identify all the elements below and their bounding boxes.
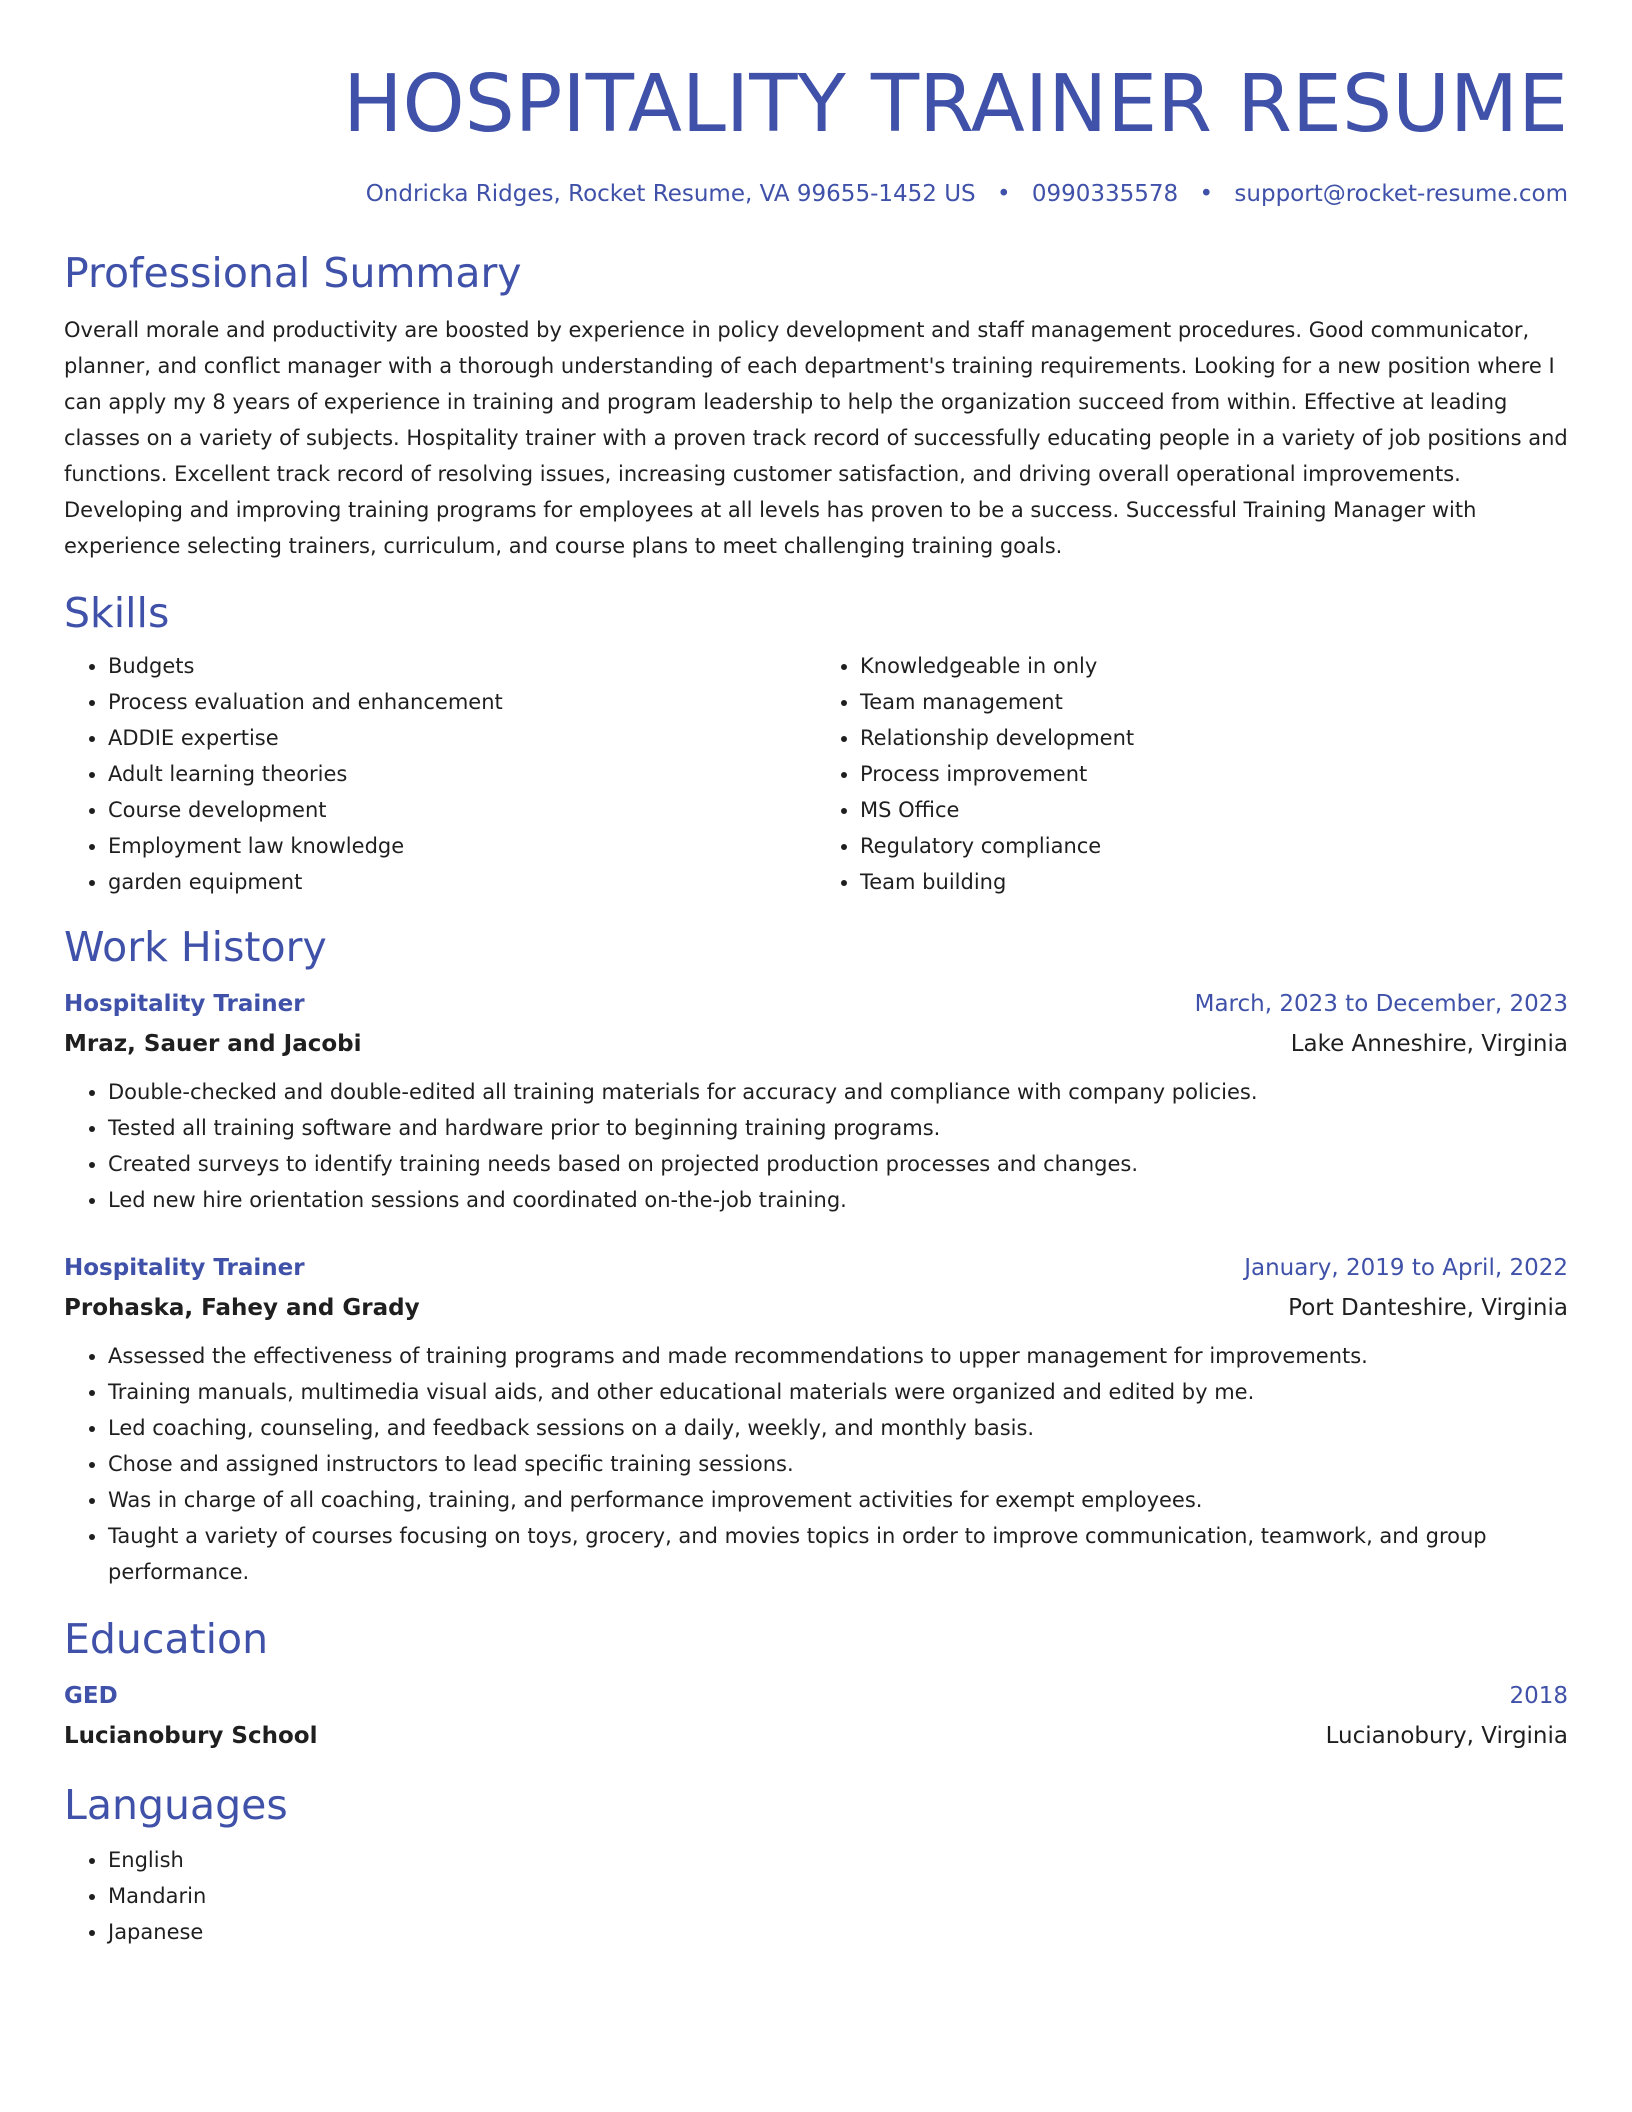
skill-item: • Team management (860, 684, 1568, 720)
skill-item: • Budgets (108, 648, 816, 684)
skill-item: • ADDIE expertise (108, 720, 816, 756)
skill-item: • Process evaluation and enhancement (108, 684, 816, 720)
education-degree-row (64, 1676, 1568, 1716)
job-title: Hospitality Trainer (64, 1255, 305, 1281)
language-item: • Mandarin (108, 1878, 1568, 1914)
resume-title: HOSPITALITY TRAINER RESUME (343, 58, 1568, 150)
languages-heading: Languages (64, 1781, 288, 1829)
education-heading: Education (64, 1615, 269, 1663)
job-bullet: • Assessed the effectiveness of training programs and made recommendations to upper management for improvements. (108, 1338, 1568, 1374)
job-bullet: • Tested all training software and hardware prior to beginning training programs. (108, 1110, 1568, 1146)
job-bullets (64, 1338, 1568, 1590)
job-bullet: • Double-checked and double-edited all training materials for accuracy and compliance with company policies. (108, 1074, 1568, 1110)
job-title: Hospitality Trainer (64, 991, 305, 1017)
summary-heading: Professional Summary (64, 249, 522, 297)
education-school-row (64, 1716, 1568, 1756)
job-dates: March, 2023 to December, 2023 (1194, 991, 1568, 1017)
job-company-row (64, 1288, 1568, 1328)
job-dates: January, 2019 to April, 2022 (1244, 1255, 1568, 1281)
contact-phone: 0990335578 (1031, 181, 1179, 207)
skill-item: • Course development (108, 792, 816, 828)
skill-item: • Knowledgeable in only (860, 648, 1568, 684)
job-company: Mraz, Sauer and Jacobi (64, 1031, 362, 1057)
contact-address: Ondricka Ridges, Rocket Resume, VA 99655-1452 US (365, 181, 976, 207)
job-bullet: • Training manuals, multimedia visual aids, and other educational materials were organized and edited by me. (108, 1374, 1568, 1410)
summary-text: Overall morale and productivity are boosted by experience in policy development and staff management procedures. Good communicator, planner, and conflict manager with a thorough understanding of each department's training requirements. Looking for a new position where I can apply my 8 years of experience in training and program leadership to help the organization succeed from within. Effective at leading classes on a variety of subjects. Hospitality trainer with a proven track record of successfully educating people in a variety of job positions and functions. Excellent track record of resolving issues, increasing customer satisfaction, and driving overall operational improvements. Developing and improving training programs for employees at all levels has proven to be a success. Successful Training Manager with experience selecting trainers, curriculum, and course plans to meet challenging training goals. (64, 318, 1568, 558)
language-item: • English (108, 1842, 1568, 1878)
job-location: Lake Anneshire, Virginia (1290, 1031, 1568, 1057)
contact-separator: • (1199, 181, 1214, 207)
job-bullet: • Chose and assigned instructors to lead specific training sessions. (108, 1446, 1568, 1482)
education-year: 2018 (1509, 1683, 1568, 1709)
job-bullet: • Led new hire orientation sessions and coordinated on-the-job training. (108, 1182, 1568, 1218)
skills-columns (64, 648, 1568, 900)
skill-item: • Process improvement (860, 756, 1568, 792)
skills-heading: Skills (64, 589, 170, 637)
skills-right-list (816, 648, 1568, 900)
skill-item: • MS Office (860, 792, 1568, 828)
job-title-row (64, 984, 1568, 1024)
job-bullet: • Was in charge of all coaching, training, and performance improvement activities for exempt employees. (108, 1482, 1568, 1518)
education-degree: GED (64, 1683, 118, 1709)
job-title-row (64, 1248, 1568, 1288)
education-entry (64, 1676, 1568, 1756)
job-bullet: • Led coaching, counseling, and feedback sessions on a daily, weekly, and monthly basis. (108, 1410, 1568, 1446)
languages-list (64, 1842, 1568, 1950)
contact-separator: • (996, 181, 1011, 207)
skill-item: • garden equipment (108, 864, 816, 900)
job-entry (64, 984, 1568, 1218)
language-item: • Japanese (108, 1914, 1568, 1950)
education-location: Lucianobury, Virginia (1325, 1723, 1568, 1749)
skill-item: • Employment law knowledge (108, 828, 816, 864)
skill-item: • Regulatory compliance (860, 828, 1568, 864)
contact-email: support@rocket-resume.com (1234, 181, 1568, 207)
job-location: Port Danteshire, Virginia (1288, 1295, 1568, 1321)
education-school: Lucianobury School (64, 1723, 318, 1749)
job-entry (64, 1248, 1568, 1590)
skill-item: • Team building (860, 864, 1568, 900)
skill-item: • Relationship development (860, 720, 1568, 756)
skills-left-list (64, 648, 816, 900)
job-bullet: • Taught a variety of courses focusing on toys, grocery, and movies topics in order to improve communication, teamwork, and group performance. (108, 1518, 1568, 1590)
job-bullets (64, 1074, 1568, 1218)
job-company: Prohaska, Fahey and Grady (64, 1295, 420, 1321)
job-company-row (64, 1024, 1568, 1064)
contact-line (64, 178, 1568, 210)
skill-item: • Adult learning theories (108, 756, 816, 792)
job-bullet: • Created surveys to identify training needs based on projected production processes and changes. (108, 1146, 1568, 1182)
work-history-heading: Work History (64, 923, 327, 971)
